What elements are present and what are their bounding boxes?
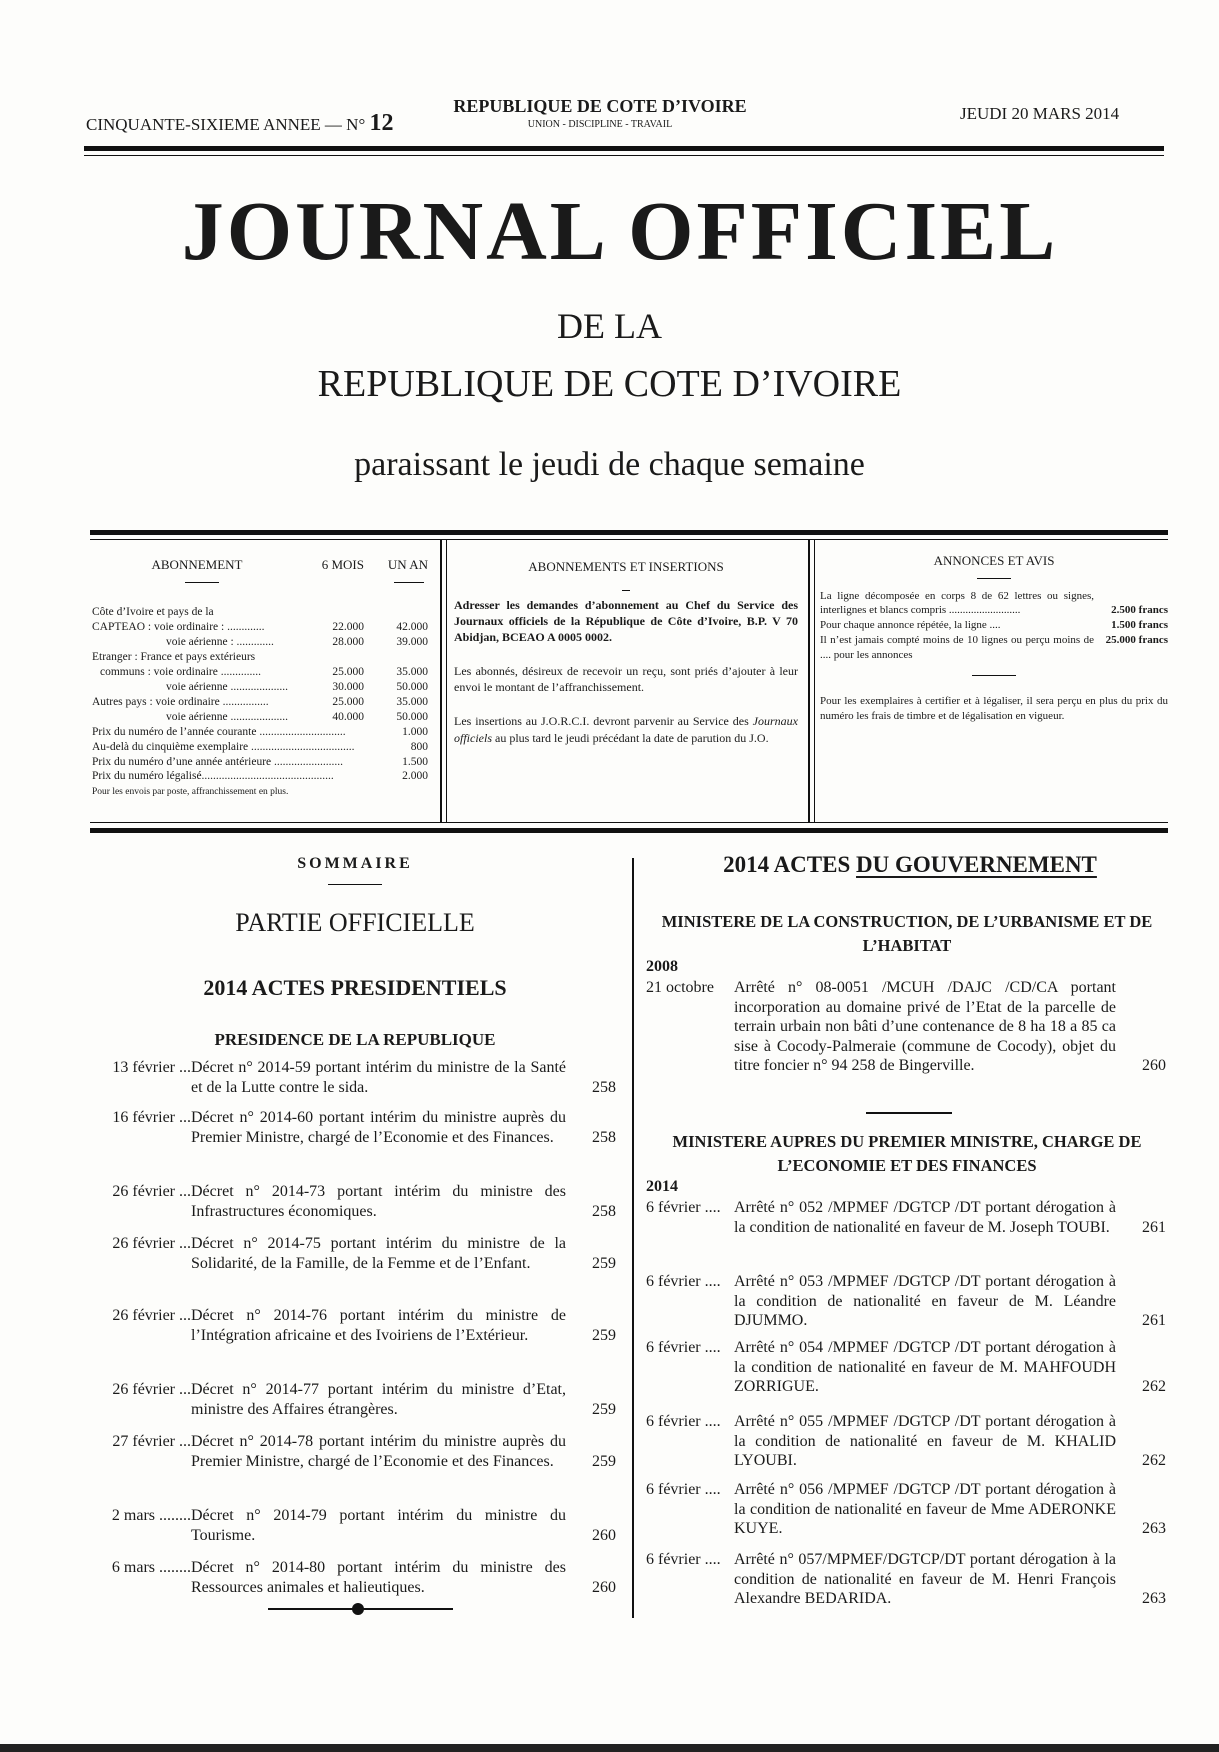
toc-entry-date: 26 février ... — [112, 1307, 191, 1324]
subscription-heading: ABONNEMENT — [151, 557, 243, 572]
rate-un-an: 35.000 — [396, 665, 428, 678]
inserts-deadline-b: au plus tard le jeudi précédant la date de parution du J.O. — [492, 730, 769, 745]
rate-6-mois: 30.000 — [332, 680, 364, 693]
annonces-minimum-price: 25.000 francs — [1105, 634, 1168, 647]
end-ornament-dot — [352, 1603, 364, 1615]
rate-un-an: 39.000 — [396, 636, 428, 648]
gov-entry-text: Arrêté n° 08-0051 /MCUH /DAJC /CD/CA portant incorporation au domaine privé de l’Etat de la parcelle de terrain urbain non bâti d’une contenance de 8 ha 18 a 85 ca sise à Cocody-Palmeraie (commune de Cocody), objet du titre foncier n° 94 258 de Bingerville. — [734, 979, 1116, 1074]
toc-entry-text: Décret n° 2014-80 portant intérim du ministre des Ressources animales et halieutiques. — [191, 1559, 566, 1596]
box-divider-2b — [814, 540, 815, 822]
annonces-line-rate — [820, 589, 1168, 619]
gov-entry-text: Arrêté n° 054 /MPMEF /DGTCP /DT portant dérogation à la condition de nationalité en faveur de M. MAHFOUDH ZORRIGUE. — [734, 1339, 1116, 1395]
rate-label: Prix du numéro de l’année courante .............................. — [92, 725, 346, 738]
toc-entry-text: Décret n° 2014-77 portant intérim du ministre d’Etat, ministre des Affaires étrangères. — [191, 1381, 566, 1418]
inserts-deadline-italic: Journaux officiels — [454, 714, 798, 745]
rate-6-mois: 25.000 — [332, 695, 364, 708]
gov-dash — [866, 1112, 952, 1114]
rate-6-mois: 40.000 — [332, 710, 364, 723]
masthead-frequency: paraissant le jeudi de chaque semaine — [354, 446, 865, 483]
rate-label: communs : voie ordinaire .............. — [100, 665, 261, 678]
toc-entry[interactable] — [96, 1432, 616, 1471]
toc-entry[interactable] — [96, 1108, 616, 1147]
rate-row — [92, 680, 428, 695]
toc-entry-page: 259 — [592, 1400, 616, 1418]
gov-entry[interactable] — [646, 1272, 1166, 1331]
gov-entry-date: 6 février .... — [646, 1413, 721, 1430]
toc-entry-text: Décret n° 2014-79 portant intérim du ministre du Tourisme. — [191, 1507, 566, 1544]
subscription-note: Pour les envois par poste, affranchissement en plus. — [92, 787, 289, 798]
inserts-deadline — [454, 713, 798, 745]
year-2008: 2008 — [646, 958, 678, 975]
rate-6-mois — [346, 725, 387, 740]
gov-entry-page: 260 — [1142, 1057, 1166, 1074]
masthead-republic: REPUBLIQUE DE COTE D’IVOIRE — [317, 363, 902, 405]
ministry-construction: MINISTERE DE LA CONSTRUCTION, DE L’URBANISME ET DE L’HABITAT — [661, 912, 1153, 955]
toc-entry-text: Décret n° 2014-73 portant intérim du ministre des Infrastructures économiques. — [191, 1183, 566, 1220]
toc-entry[interactable] — [96, 1506, 616, 1545]
subscription-intro: Côte d’Ivoire et pays de la — [92, 605, 214, 618]
annonces-minimum — [820, 633, 1168, 663]
rate-label: voie aérienne .................... — [166, 680, 288, 693]
rate-label: Etranger : France et pays extérieurs — [92, 650, 256, 663]
edition-number: 12 — [369, 110, 394, 136]
rate-6-mois — [334, 769, 380, 784]
toc-entry-page: 258 — [592, 1128, 616, 1146]
partie-officielle: PARTIE OFFICIELLE — [235, 908, 475, 937]
gov-entry-page: 262 — [1142, 1452, 1166, 1469]
toc-entry-page: 260 — [592, 1526, 616, 1544]
gov-entry-date: 6 février .... — [646, 1481, 721, 1498]
col-un-an: UN AN — [387, 557, 428, 572]
rate-un-an: 1.500 — [402, 755, 428, 768]
rate-un-an: 800 — [410, 740, 428, 753]
edition-line — [86, 110, 394, 137]
gov-entry[interactable] — [646, 1338, 1166, 1397]
toc-entry-date: 27 février ... — [112, 1433, 191, 1450]
inserts-dash — [622, 590, 630, 591]
annonces-line-rate-text: La ligne décomposée en corps 8 de 62 lettres ou signes, interlignes et blancs compris .......................... — [820, 589, 1094, 617]
box-top-rule-thin — [90, 539, 1168, 540]
rate-row — [92, 665, 428, 680]
gov-entry[interactable] — [646, 1480, 1166, 1539]
toc-entry-date: 26 février ... — [112, 1235, 191, 1252]
gov-entry-page: 263 — [1142, 1520, 1166, 1537]
toc-entry-date: 2 mars ........ — [111, 1507, 191, 1524]
scan-edge — [0, 1744, 1219, 1752]
subscription-rates — [92, 556, 428, 799]
toc-entry-date: 26 février ... — [112, 1381, 191, 1398]
header-republic — [440, 96, 760, 130]
sommaire-heading: SOMMAIRE — [297, 855, 413, 872]
toc-entry[interactable] — [96, 1058, 616, 1097]
header-republic-name: REPUBLIQUE DE COTE D’IVOIRE — [453, 96, 747, 116]
gov-entry-date: 6 février .... — [646, 1551, 721, 1568]
rate-label: voie aérienne : ............. — [166, 636, 274, 648]
toc-entry[interactable] — [96, 1558, 616, 1597]
toc-entry-page: 259 — [592, 1452, 616, 1470]
rate-label: Autres pays : voie ordinaire ................ — [92, 695, 269, 708]
annonces-repeat-price: 1.500 francs — [1111, 619, 1168, 632]
gov-entry[interactable] — [646, 978, 1166, 1076]
annonces-repeat-rate — [820, 618, 1168, 633]
actes-gouvernement — [660, 852, 1160, 878]
gov-entry-page: 262 — [1142, 1378, 1166, 1395]
year-2014: 2014 — [646, 1178, 678, 1195]
subscription-dash-2 — [394, 582, 424, 583]
rate-label: voie aérienne .................... — [166, 710, 288, 723]
col-6-mois: 6 MOIS — [321, 557, 364, 572]
gov-entry-text: Arrêté n° 056 /MPMEF /DGTCP /DT portant dérogation à la condition de nationalité en faveur de Mme ADERONKE KUYE. — [734, 1481, 1116, 1537]
toc-entry-date: 13 février ... — [112, 1059, 191, 1076]
toc-entry[interactable] — [96, 1306, 616, 1345]
gov-entry[interactable] — [646, 1412, 1166, 1471]
toc-entry-date: 6 mars ........ — [111, 1559, 191, 1576]
toc-entry-page: 259 — [592, 1326, 616, 1344]
inserts-deadline-a: Les insertions au J.O.R.C.I. devront parvenir au Service des — [454, 714, 753, 729]
toc-entry-date: 26 février ... — [112, 1183, 191, 1200]
annonces-legalisation: Pour les exemplaires à certifier et à légaliser, il sera perçu en plus du prix du numéro les frais de timbre et de légalisation en vigueur. — [820, 694, 1168, 722]
toc-entry-page: 260 — [592, 1578, 616, 1596]
masthead-de-la: DE LA — [557, 306, 662, 346]
gov-entry[interactable] — [646, 1550, 1166, 1609]
toc-entry-page: 258 — [592, 1202, 616, 1220]
rate-row — [92, 695, 428, 710]
rate-row — [92, 740, 428, 755]
rate-un-an: 50.000 — [396, 680, 428, 693]
rate-6-mois — [355, 740, 391, 755]
rate-label: Au-delà du cinquième exemplaire .................................... — [92, 740, 355, 753]
gov-entry-page: 261 — [1142, 1218, 1166, 1236]
gov-entry-date: 6 février .... — [646, 1273, 721, 1290]
rate-un-an: 35.000 — [396, 695, 428, 708]
rate-row — [92, 620, 428, 635]
rate-row — [92, 769, 428, 784]
rate-6-mois — [302, 650, 364, 665]
gov-entry-text: Arrêté n° 052 /MPMEF /DGTCP /DT portant dérogation à la condition de nationalité en faveur de M. Joseph TOUBI. — [734, 1199, 1116, 1236]
rate-un-an: 1.000 — [402, 725, 428, 738]
inserts-block — [454, 558, 798, 746]
gov-entry-text: Arrêté n° 055 /MPMEF /DGTCP /DT portant dérogation à la condition de nationalité en faveur de M. KHALID LYOUBI. — [734, 1413, 1116, 1469]
gov-entry-date: 6 février .... — [646, 1199, 721, 1216]
box-divider-1b — [446, 540, 447, 822]
subscription-dash — [185, 582, 219, 583]
toc-entry-date: 16 février ... — [112, 1109, 191, 1126]
annonces-heading: ANNONCES ET AVIS — [933, 553, 1055, 568]
gov-entry-date: 21 octobre — [646, 979, 714, 996]
toc-entry-text: Décret n° 2014-75 portant intérim du ministre de la Solidarité, de la Famille, de la Femme et de l’Enfant. — [191, 1235, 566, 1272]
actes-gouvernement-b: DU GOUVERNEMENT — [856, 852, 1097, 877]
rate-label: Prix du numéro d’une année antérieure ........................ — [92, 755, 344, 768]
rate-row — [92, 635, 428, 650]
edition-label: CINQUANTE-SIXIEME ANNEE — N° — [86, 115, 366, 134]
toc-entry[interactable] — [96, 1234, 616, 1273]
box-bottom-rule — [90, 828, 1168, 833]
annonces-minimum-text: Il n’est jamais compté moins de 10 lignes ou perçu moins de .... pour les annonces — [820, 634, 1094, 661]
journal-title: JOURNAL OFFICIEL — [181, 185, 1059, 278]
annonces-block — [820, 552, 1168, 723]
box-top-rule — [90, 530, 1168, 535]
rate-label: CAPTEAO : voie ordinaire : ............. — [92, 621, 265, 634]
toc-entry-text: Décret n° 2014-76 portant intérim du ministre de l’Intégration africaine et des Ivoiriens de l’Extérieur. — [191, 1307, 566, 1344]
sommaire-dash — [328, 884, 382, 885]
rate-un-an: 50.000 — [396, 710, 428, 723]
annonces-dash — [977, 578, 1011, 579]
rate-6-mois: 28.000 — [332, 636, 364, 648]
header-rule — [84, 146, 1164, 151]
box-divider-2 — [808, 540, 810, 822]
gov-entry-text: Arrêté n° 053 /MPMEF /DGTCP /DT portant dérogation à la condition de nationalité en faveur de M. Léandre DJUMMO. — [734, 1273, 1116, 1329]
column-separator — [632, 858, 634, 1618]
rate-6-mois — [343, 755, 385, 770]
rate-6-mois: 22.000 — [332, 621, 364, 634]
rate-un-an: 2.000 — [402, 770, 428, 783]
gov-entry-page: 263 — [1142, 1590, 1166, 1607]
gov-entry-page: 261 — [1142, 1312, 1166, 1329]
box-divider-1 — [440, 540, 442, 822]
toc-entry-page: 258 — [592, 1078, 616, 1096]
box-bottom-rule-thin — [90, 822, 1168, 823]
rate-row — [92, 650, 428, 665]
annonces-dash-2 — [972, 675, 1016, 676]
rate-un-an — [364, 650, 428, 665]
rate-6-mois: 25.000 — [332, 665, 364, 678]
inserts-heading: ABONNEMENTS ET INSERTIONS — [528, 559, 724, 574]
rate-row — [92, 725, 428, 740]
gov-entry-text: Arrêté n° 057/MPMEF/DGTCP/DT portant dérogation à la condition de nationalité en faveur de M. Henri François Alexandre BEDARIDA. — [734, 1551, 1116, 1607]
actes-presidentiels: 2014 ACTES PRESIDENTIELS — [203, 975, 507, 1000]
toc-entry-page: 259 — [592, 1254, 616, 1272]
annonces-repeat-text: Pour chaque annonce répétée, la ligne .... — [820, 619, 1001, 632]
rate-label: Prix du numéro légalisé.............................................. — [92, 770, 334, 783]
rate-table — [92, 620, 428, 784]
header-motto: UNION - DISCIPLINE - TRAVAIL — [527, 119, 673, 130]
annonces-line-rate-price: 2.500 francs — [1111, 604, 1168, 617]
inserts-address: Adresser les demandes d’abonnement au Chef du Service des Journaux officiels de la République de Côte d’Ivoire, B.P. V 70 Abidjan, BCEAO A 0005 0002. — [454, 597, 798, 644]
gov-entry-date: 6 février .... — [646, 1339, 721, 1356]
header-rule-thin — [84, 155, 1164, 156]
rate-row — [92, 710, 428, 725]
inserts-receipt: Les abonnés, désireux de recevoir un reçu, sont priés d’ajouter à leur envoi le montant de l’affranchissement. — [454, 664, 798, 695]
presidence-heading: PRESIDENCE DE LA REPUBLIQUE — [214, 1030, 496, 1049]
toc-entry[interactable] — [96, 1380, 616, 1419]
ministry-economie: MINISTERE AUPRES DU PREMIER MINISTRE, CHARGE DE L’ECONOMIE ET DES FINANCES — [672, 1132, 1142, 1175]
subscription-header — [92, 556, 428, 574]
gov-entry[interactable] — [646, 1198, 1166, 1237]
toc-entry-text: Décret n° 2014-78 portant intérim du ministre auprès du Premier Ministre, chargé de l’Economie et des Finances. — [191, 1433, 566, 1470]
toc-entry-text: Décret n° 2014-60 portant intérim du ministre auprès du Premier Ministre, chargé de l’Economie et des Finances. — [191, 1109, 566, 1146]
toc-entry[interactable] — [96, 1182, 616, 1221]
actes-gouvernement-a: 2014 ACTES — [723, 852, 857, 877]
rate-un-an: 42.000 — [396, 621, 428, 634]
issue-date: JEUDI 20 MARS 2014 — [960, 104, 1120, 123]
rate-row — [92, 755, 428, 770]
toc-entry-text: Décret n° 2014-59 portant intérim du ministre de la Santé et de la Lutte contre le sida. — [191, 1059, 566, 1096]
